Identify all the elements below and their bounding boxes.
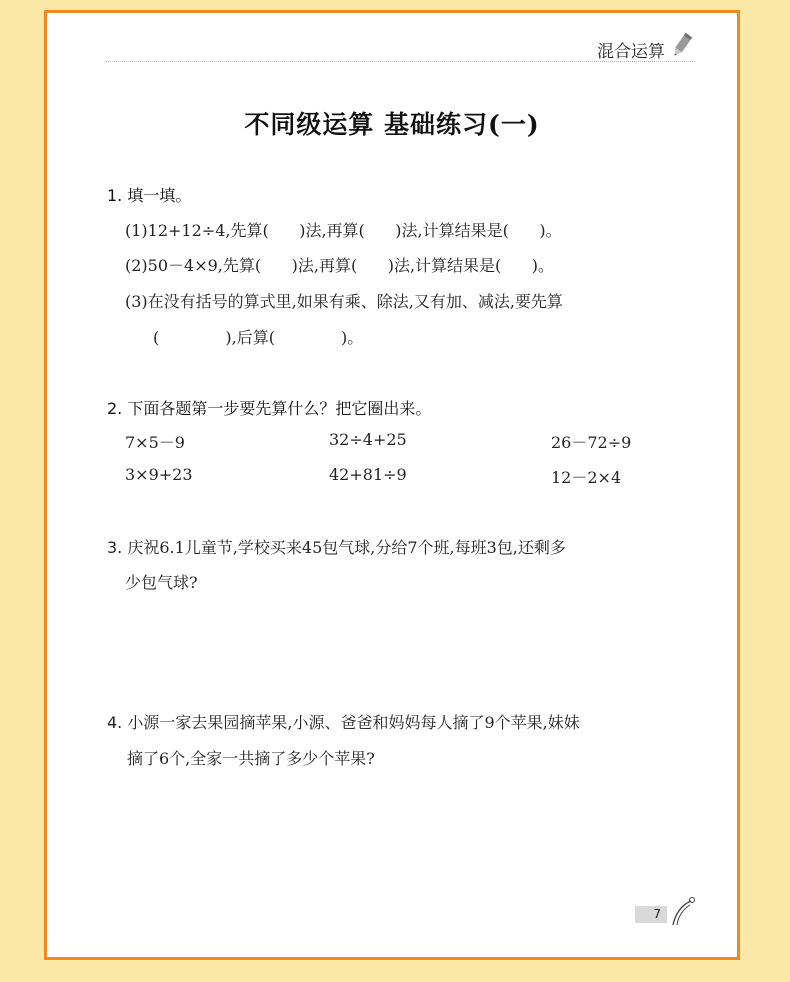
page-title: 不同级运算 基础练习(一) (244, 110, 540, 139)
expression-r2-c3: 12－2×4 (551, 468, 622, 487)
page-header (105, 33, 695, 62)
question-4-number: 4. (107, 713, 123, 732)
question-3-number: 3. (107, 538, 123, 557)
question-1-line-4: ( ),后算( )。 (153, 328, 364, 347)
question-4-text-1: 小源一家去果园摘苹果,小源、爸爸和妈妈每人摘了9个苹果,妹妹 (127, 713, 580, 732)
expression-r1-c2: 32÷4+25 (329, 430, 407, 449)
question-4-line-1 (107, 710, 580, 733)
question-2-heading (107, 396, 431, 419)
expression-r1-c1: 7×5－9 (125, 433, 185, 452)
question-3-line-2: 少包气球? (125, 573, 198, 592)
expression-r1-c3: 26－72÷9 (551, 433, 632, 452)
question-2-head: 下面各题第一步要先算什么？把它圈出来。 (127, 399, 432, 418)
worksheet-page (44, 10, 740, 960)
expression-r2-c2: 42+81÷9 (329, 465, 407, 484)
question-2-number: 2. (107, 399, 123, 418)
section-title: 混合运算 (597, 42, 665, 62)
question-3-line-1 (107, 535, 566, 558)
question-1-line-3: (3)在没有括号的算式里,如果有乘、除法,又有加、减法,要先算 (125, 292, 563, 311)
page-number: 7 (635, 906, 667, 923)
expression-r2-c1: 3×9+23 (125, 465, 193, 484)
swirl-decoration-icon (669, 895, 697, 927)
question-1-heading (107, 183, 191, 206)
question-1-line-1: (1)12+12÷4,先算( )法,再算( )法,计算结果是( )。 (125, 221, 562, 240)
question-4-line-2: 摘了6个,全家一共摘了多少个苹果? (127, 749, 375, 768)
pencil-icon (671, 31, 693, 59)
question-1-number: 1. (107, 186, 123, 205)
question-1-line-2: (2)50－4×9,先算( )法,再算( )法,计算结果是( )。 (125, 256, 555, 275)
question-3-text-1: 庆祝6.1儿童节,学校买来45包气球,分给7个班,每班3包,还剩多 (127, 538, 566, 557)
question-1-head: 填一填。 (127, 186, 192, 205)
